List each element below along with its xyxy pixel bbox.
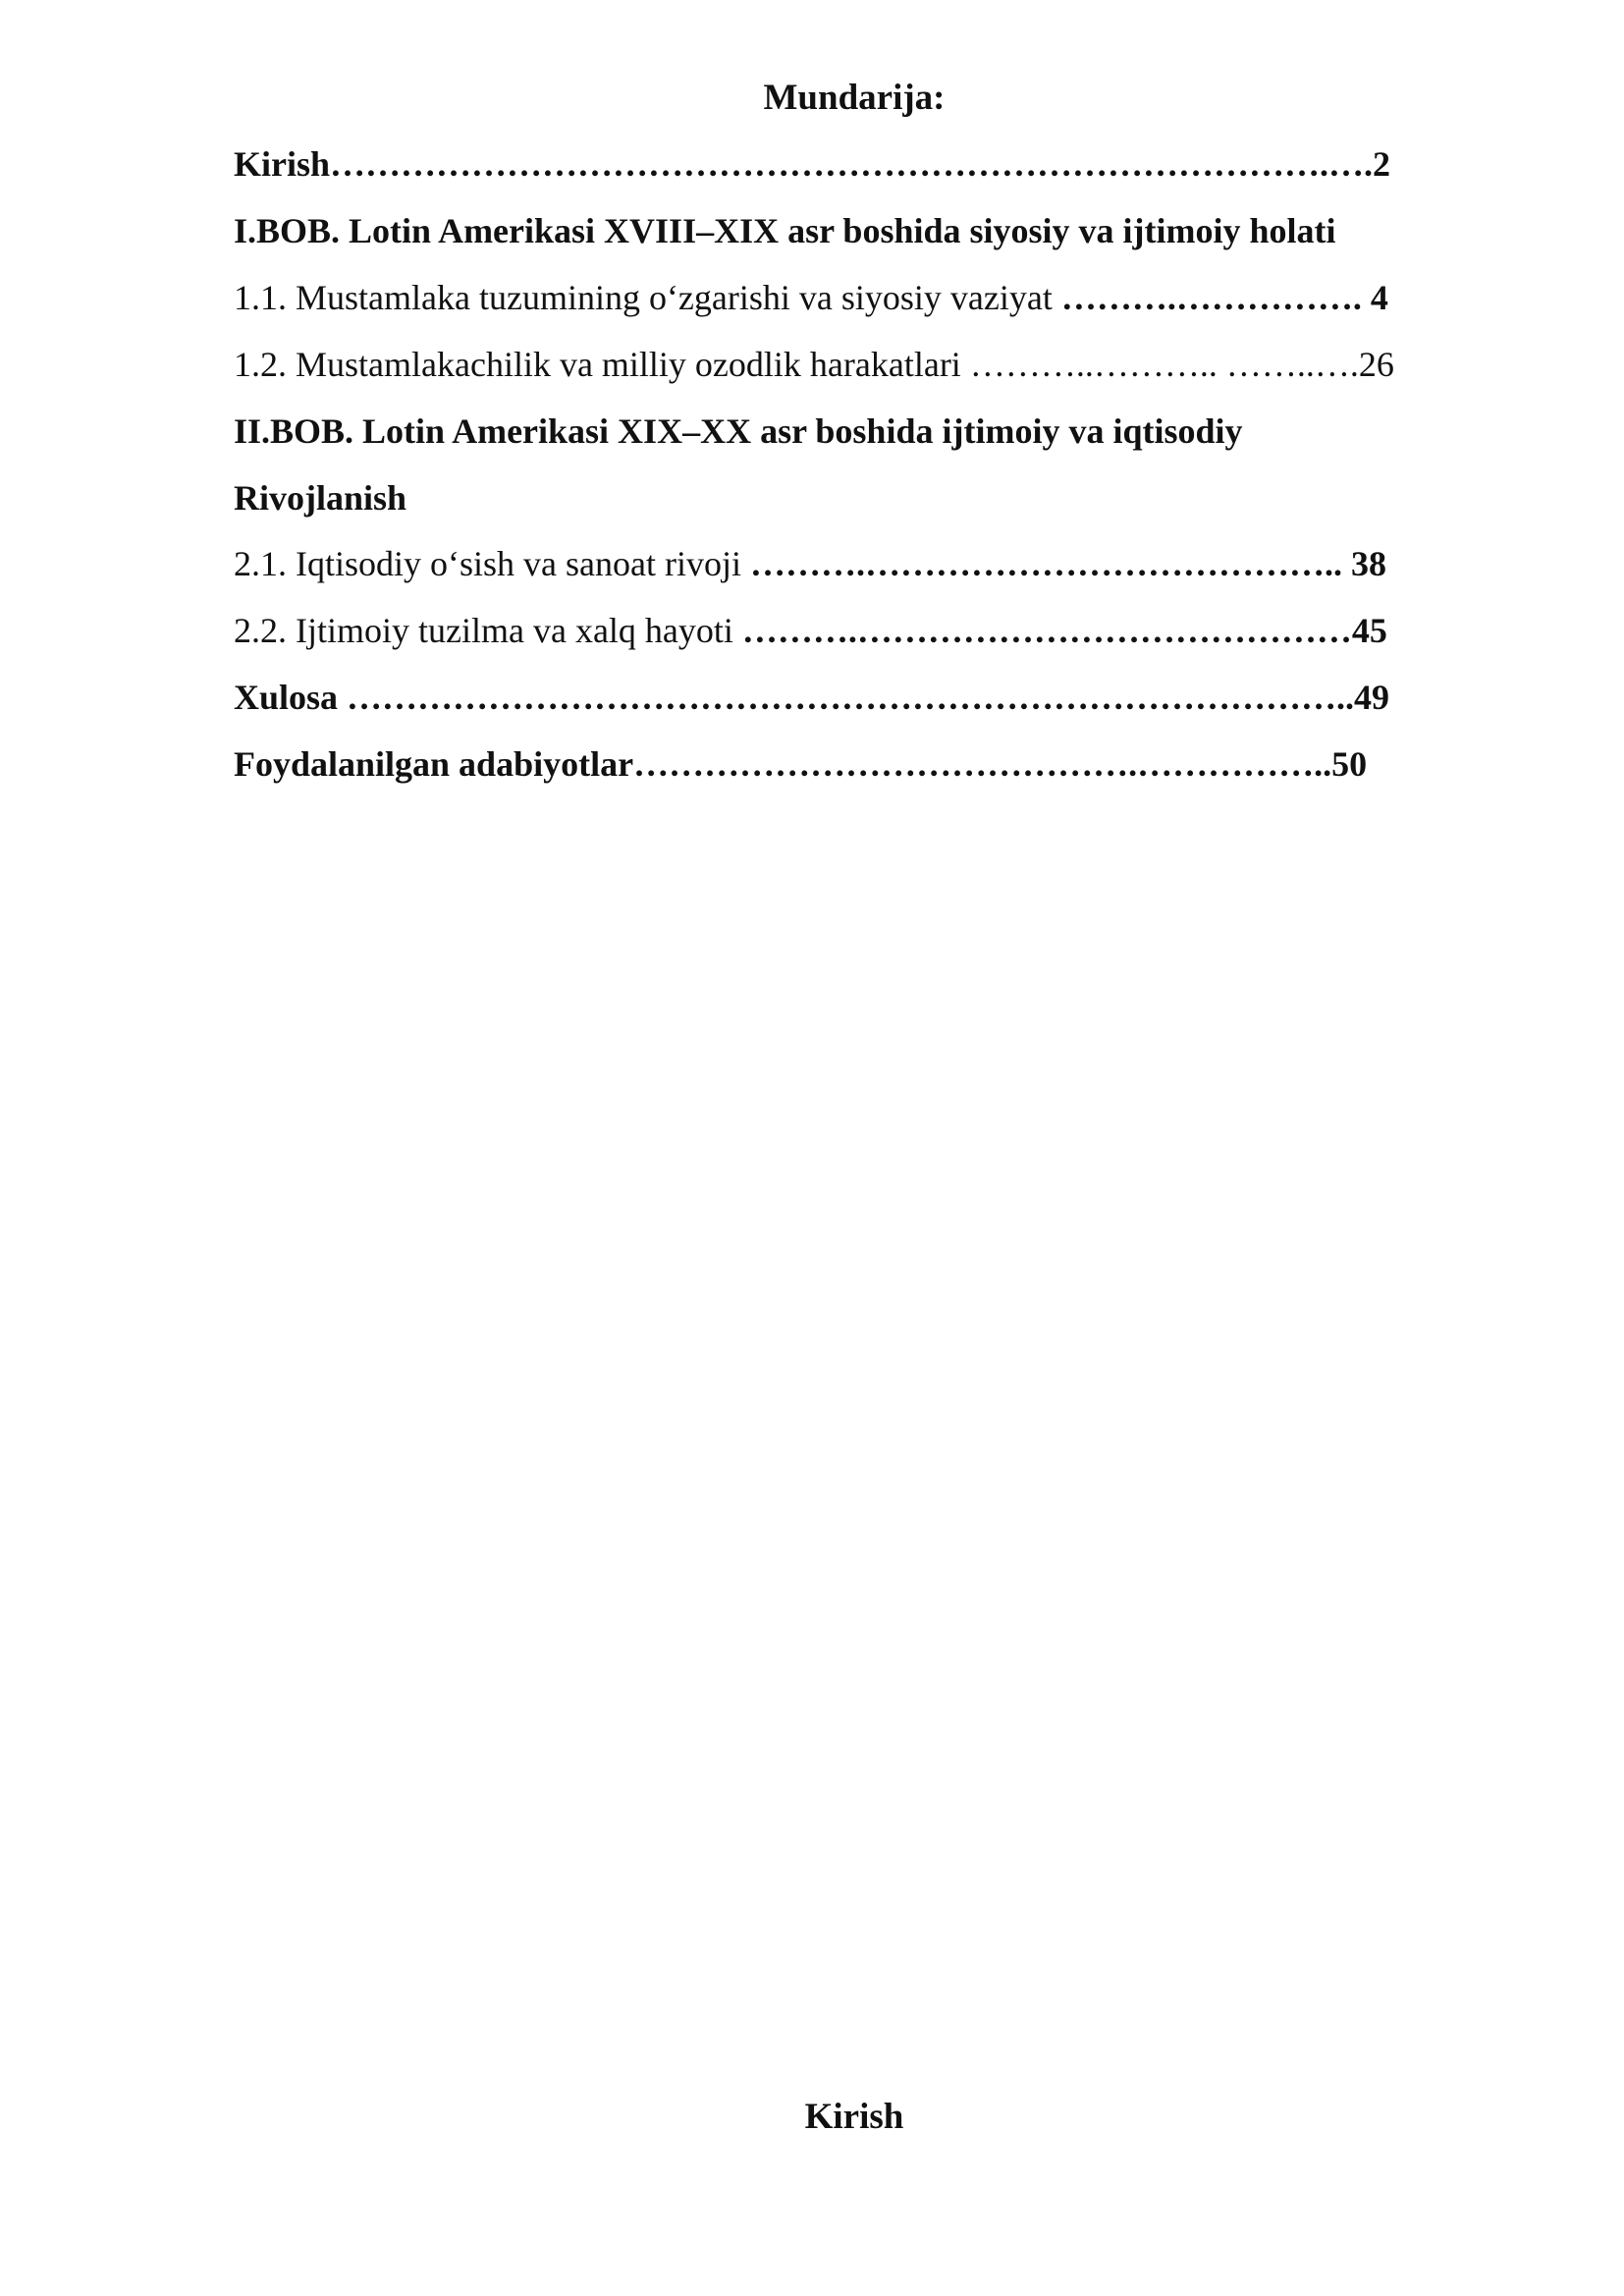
- toc-entry-section-2-1: [234, 542, 1386, 585]
- toc-entry-conclusion: Xulosa …………………………………………………………………………..49: [234, 678, 1390, 717]
- toc-entry-introduction: Kirish………………………………………………………………………….….2: [234, 144, 1391, 184]
- toc-entry-leader: ……….………………………………….. 38: [749, 544, 1386, 583]
- toc-entry-chapter-2-continued: Rivojlanish: [234, 478, 407, 518]
- toc-entry-section-1-2: 1.2. Mustamlakachilik va milliy ozodlik harakatlari ………..……….. ……..….26: [234, 345, 1394, 384]
- toc-entry-label: 2.2. Ijtimoiy tuzilma va xalq hayoti: [234, 611, 742, 650]
- toc-entry-label: 1.1. Mustamlaka tuzumining o‘zgarishi va siyosiy vaziyat: [234, 278, 1061, 317]
- toc-entry-chapter-2: II.BOB. Lotin Amerikasi XIX–XX asr boshida ijtimoiy va iqtisodiy: [234, 411, 1243, 451]
- toc-entry-label: 2.1. Iqtisodiy o‘sish va sanoat rivoji: [234, 544, 750, 583]
- section-heading-introduction: Kirish: [804, 2097, 904, 2137]
- toc-entry-leader: ……….……………………………………45: [741, 611, 1387, 650]
- toc-heading: Mundarija:: [763, 78, 946, 118]
- toc-entry-section-1-1: [234, 276, 1388, 319]
- toc-entry-bibliography: Foydalanilgan adabiyotlar…………………………………….……………..50: [234, 744, 1368, 784]
- toc-entry-section-2-2: [234, 609, 1387, 652]
- toc-entry-chapter-1: I.BOB. Lotin Amerikasi XVIII–XIX asr boshida siyosiy va ijtimoiy holati: [234, 211, 1336, 250]
- toc-entry-leader: ……….……………. 4: [1060, 278, 1388, 317]
